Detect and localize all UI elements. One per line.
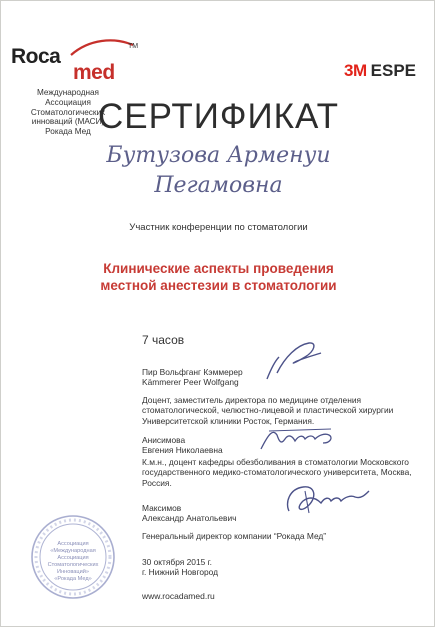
association-line: инноваций (МАСИ) xyxy=(31,117,105,127)
hours-count: 7 часов xyxy=(142,333,185,347)
signature-2-icon xyxy=(259,425,339,453)
stamp-line: «Международная xyxy=(50,548,96,554)
signatory-3-description: Генеральный директор компании “Рокада Мед” xyxy=(142,531,327,541)
issue-date: 30 октября 2015 г. xyxy=(142,557,212,567)
issue-date-place xyxy=(142,557,218,578)
association-stamp xyxy=(29,513,117,601)
association-line: Международная xyxy=(36,88,99,97)
signatory-name-line: Пир Вольфганг Кэммерер xyxy=(142,367,243,377)
logo-text-roca: Roca xyxy=(11,45,61,68)
signature-1-icon xyxy=(263,339,325,383)
stamp-line: Ассоциация xyxy=(57,541,89,547)
logo-swoosh-icon xyxy=(69,37,135,59)
stamp-line: Инноваций» xyxy=(57,569,89,575)
signatory-name-line: Александр Анатольевич xyxy=(142,513,237,524)
signatory-name-line: Евгения Николаевна xyxy=(142,445,223,456)
certificate-title: СЕРТИФИКАТ xyxy=(97,97,340,136)
signatory-2-description: К.м.н., доцент кафедры обезболивания в стоматологии Московского государственного медико-стоматологического университета, Москва, Россия. xyxy=(142,457,412,488)
signatory-1-name xyxy=(142,367,243,388)
stamp-line: «Рокада Мед» xyxy=(54,576,92,582)
stamp-line: Стоматологических xyxy=(47,562,99,568)
stamp-text xyxy=(29,541,117,583)
website-link: www.rocadamed.ru xyxy=(142,591,215,601)
signature-3-icon xyxy=(281,481,373,519)
signatory-2-name xyxy=(142,435,223,456)
issue-place: г. Нижний Новгород xyxy=(142,567,219,578)
association-line: Стоматологических xyxy=(30,107,106,117)
recipient-name-line1: Бутузова Арменуи xyxy=(106,143,331,168)
signatory-3-name xyxy=(142,503,237,524)
logo-text-med: med xyxy=(73,61,115,84)
brand-3m: 3M xyxy=(344,61,367,80)
recipient-name xyxy=(1,141,435,201)
association-line: Рокада Мед xyxy=(45,127,91,137)
topic-line: местной анестезии в стоматологии xyxy=(100,278,337,293)
participant-caption: Участник конференции по стоматологии xyxy=(129,222,308,233)
signatory-name-line: Максимов xyxy=(142,503,182,513)
stamp-line: Ассоциация xyxy=(57,555,89,561)
signatory-name-line: Анисимова xyxy=(142,435,186,445)
logo-trademark: TM xyxy=(128,43,139,50)
brand-espe: ESPE xyxy=(370,61,416,80)
rocadamed-logo xyxy=(11,43,139,89)
brand-3m-espe-logo xyxy=(344,61,416,81)
recipient-name-line2: Пегамовна xyxy=(154,173,283,198)
signatory-1-description: Доцент, заместитель директора по медицине отделения стоматологической, челюстно-лицевой и пластической хирургии Университетской клиники Росток, Германия. xyxy=(142,395,394,426)
conference-topic xyxy=(1,260,435,294)
signatory-name-line: Kämmerer Peer Wolfgang xyxy=(142,377,239,388)
association-line: Ассоциация xyxy=(45,97,91,107)
topic-line: Клинические аспекты проведения xyxy=(103,261,334,276)
